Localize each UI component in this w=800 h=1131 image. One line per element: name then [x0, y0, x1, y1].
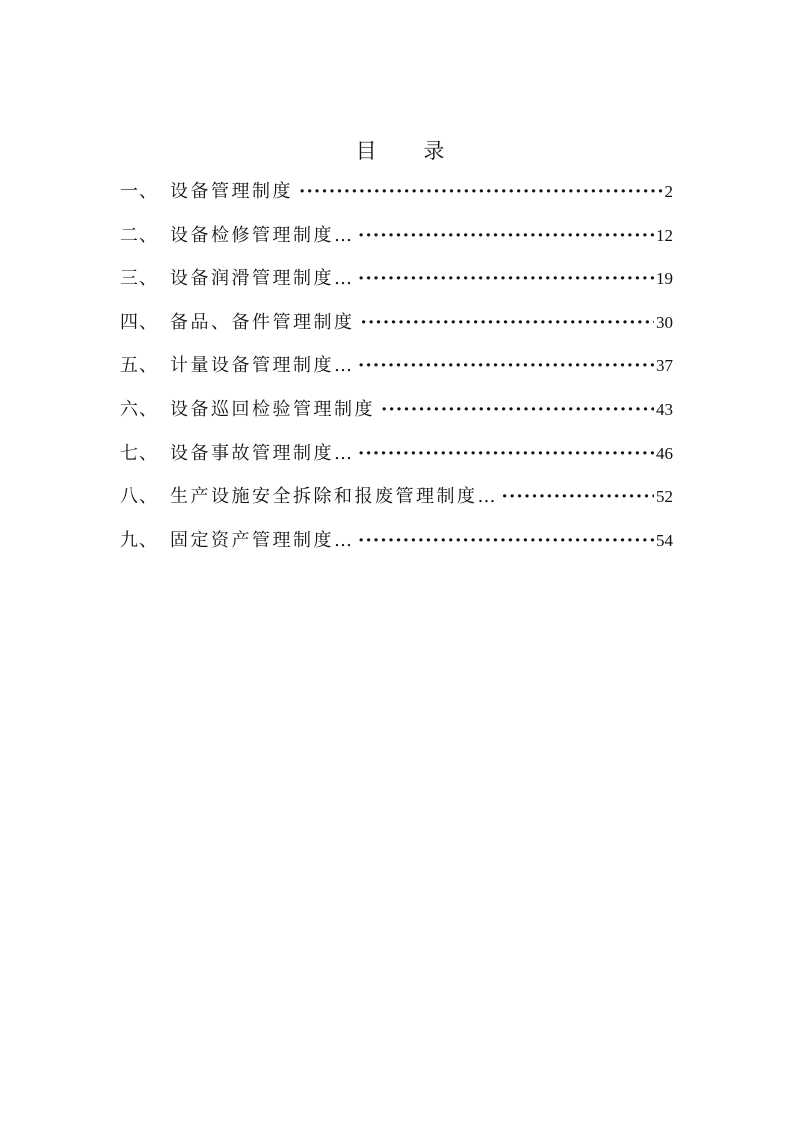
toc-dot-leader [299, 177, 663, 206]
toc-item-title: 生产设施安全拆除和报废管理制度 [170, 486, 478, 508]
toc-dot-leader [502, 482, 655, 511]
toc-item[interactable] [120, 308, 673, 337]
toc-title: 目 录 [355, 139, 465, 163]
toc-item-page-number: 46 [656, 443, 673, 463]
toc-item-number: 六、 [120, 398, 158, 420]
toc-list [120, 177, 673, 569]
toc-item-title: 设备润滑管理制度 [170, 268, 334, 290]
toc-item-ellipsis: … [334, 442, 352, 464]
toc-item-title: 设备巡回检验管理制度 [170, 398, 375, 420]
toc-item[interactable] [120, 221, 673, 250]
toc-item-title: 计量设备管理制度 [170, 355, 334, 377]
toc-item-ellipsis: … [477, 486, 496, 508]
toc-dot-leader [358, 221, 654, 250]
toc-dot-leader [358, 526, 654, 555]
toc-item-ellipsis: … [334, 224, 352, 246]
toc-dot-leader [358, 264, 654, 293]
toc-item-ellipsis: … [334, 268, 352, 290]
toc-item[interactable] [120, 439, 673, 468]
toc-item-number: 三、 [120, 268, 158, 290]
toc-item[interactable] [120, 395, 673, 424]
toc-dot-leader [361, 308, 655, 337]
toc-item-page-number: 43 [656, 399, 673, 419]
toc-dot-leader [358, 439, 654, 468]
toc-item-page-number: 12 [656, 225, 673, 245]
toc-dot-leader [381, 395, 654, 424]
toc-item-page-number: 30 [656, 312, 673, 332]
toc-item-number: 一、 [120, 181, 158, 202]
toc-item-number: 八、 [120, 486, 158, 508]
toc-item-title: 固定资产管理制度 [170, 529, 334, 551]
toc-item-ellipsis: … [334, 355, 352, 377]
toc-item-page-number: 19 [656, 269, 673, 289]
toc-item-page-number: 2 [664, 182, 673, 201]
toc-item-number: 四、 [120, 311, 158, 333]
toc-item[interactable] [120, 351, 673, 380]
toc-item-title: 设备事故管理制度 [170, 442, 334, 464]
toc-item[interactable] [120, 264, 673, 293]
toc-item-number: 二、 [120, 224, 158, 246]
toc-item-page-number: 37 [656, 356, 673, 376]
toc-item-title: 设备管理制度 [170, 181, 293, 202]
toc-item-page-number: 52 [656, 487, 673, 507]
toc-item-title: 备品、备件管理制度 [170, 311, 355, 333]
toc-item[interactable] [120, 526, 673, 555]
toc-dot-leader [358, 351, 654, 380]
toc-item-number: 五、 [120, 355, 158, 377]
toc-item[interactable] [120, 482, 673, 511]
toc-item-page-number: 54 [656, 530, 673, 550]
toc-item[interactable] [120, 177, 673, 206]
toc-item-title: 设备检修管理制度 [170, 224, 334, 246]
toc-item-number: 七、 [120, 442, 158, 464]
toc-item-number: 九、 [120, 529, 158, 551]
toc-item-ellipsis: … [334, 529, 352, 551]
